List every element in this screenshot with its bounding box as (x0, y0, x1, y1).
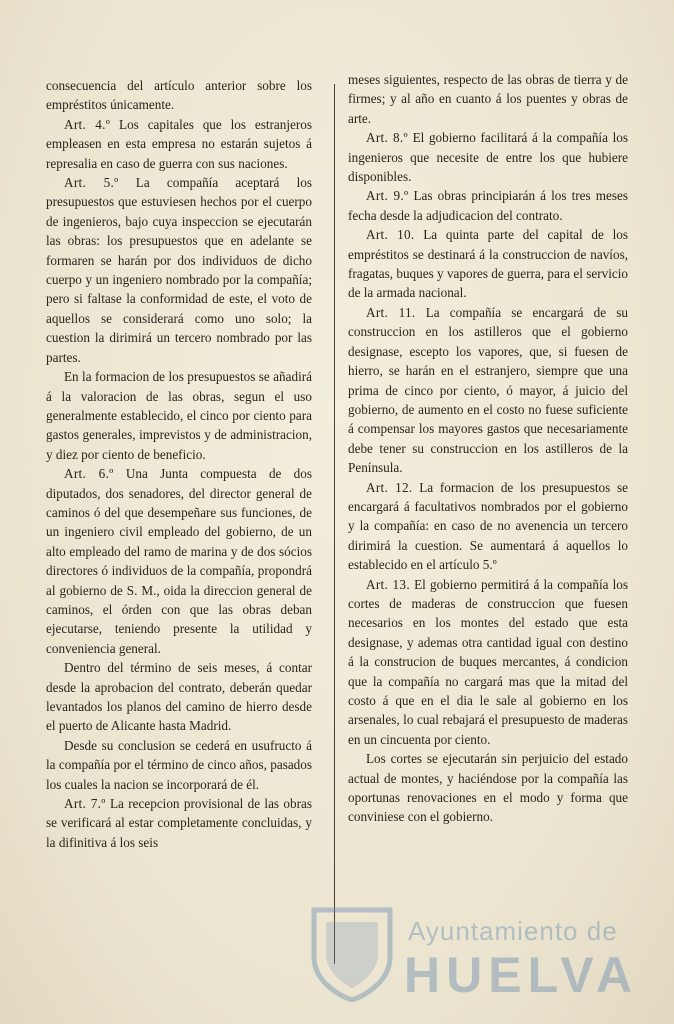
article-paragraph (46, 173, 312, 367)
article-paragraph (348, 225, 628, 303)
text-paragraph (348, 70, 628, 128)
right-text-column (348, 70, 628, 827)
article-label: Art. 8.º (366, 130, 408, 146)
article-label: Art. 13. (366, 576, 410, 592)
paragraph-text: Los capitales que los estranjeros empleasen en esta empresa no estarán sujetos á represalia en caso de guerra con sus naciones. (46, 116, 313, 171)
paragraph-text: consecuencia del artículo anterior sobre los empréstitos únicamente. (46, 78, 312, 113)
paragraph-text: La formacion de los presupuestos se encargará á facultativos nombrados por el gobierno y la compañía: en caso de no avenencia un tercero dirimirá la cuestion. Se aumentará á aquellos lo establecido en el artículo 5.º (348, 479, 628, 573)
paragraph-text: El gobierno facilitará á la compañía los ingenieros que necesite de entre los que hubiere disponibles. (348, 130, 628, 185)
text-paragraph (46, 76, 312, 115)
paragraph-text: Desde su conclusion se cederá en usufructo á la compañía por el término de cinco años, pasados los cuales la nacion se incorporará de él. (46, 737, 312, 792)
article-label: Art. 9.º (366, 188, 409, 204)
article-label: Art. 12. (366, 479, 413, 495)
paragraph-text: Dentro del término de seis meses, á contar desde la aprobacion del contrato, deberán quedar levantados los planos del camino de hierro desde el puerto de Alicante hasta Madrid. (46, 660, 312, 734)
paragraph-text: En la formacion de los presupuestos se añadirá á la valoracion de las obras, segun el uso generalmente establecido, el cinco por ciento para gastos generales, imprevistos y de administracion, y diez por ciento de beneficio. (46, 369, 312, 462)
text-paragraph (46, 736, 312, 794)
article-paragraph (348, 186, 628, 225)
paragraph-text: La recepcion provisional de las obras se verificará al estar completamente concluidas, y la difinitiva á los seis (46, 796, 312, 850)
column-divider (334, 84, 335, 964)
coat-of-arms-watermark-icon (304, 902, 400, 1002)
text-paragraph (348, 749, 628, 827)
paragraph-text: Las obras principiarán á los tres meses fecha desde la adjudicacion del contrato. (348, 188, 629, 223)
paragraph-text: Los cortes se ejecutarán sin perjuicio del estado actual de montes, y haciéndose por la compañía las oportunas renovaciones en el modo y forma que conviniese con el gobierno. (348, 751, 628, 825)
paragraph-text: Una Junta compuesta de dos diputados, dos senadores, del director general de caminos ó del que desempeñare sus funciones, de un ingeniero civil empleado del gobierno, de un alto empleado del ramo de marina y de dos sócios directores ó individuos de la compañía, propondrá al gobierno de S. M., oida la direccion general de caminos, el órden con que las obras deban ejecutarse, teniendo presente la utilidad y conveniencia general. (46, 466, 313, 656)
article-label: Art. 5.º (64, 175, 119, 191)
paragraph-text: La quinta parte del capital de los empréstitos se destinará á la construccion de navíos, fragatas, buques y vapores de guerra, para el servicio de la armada nacional. (348, 227, 628, 301)
article-label: Art. 7.º (64, 796, 106, 812)
article-label: Art. 11. (366, 304, 416, 320)
paragraph-text: La compañía se encargará de su construccion en los astilleros que el gobierno designase, escepto los vapores, que, si fuesen de hierro, se harán en el estranjero, siempre que una prima de cinco por ciento, ó mayor, á juicio del gobierno, de aumento en el costo no fuese suficiente á compensar los mayores gastos que necesariamente debe tener su construccion en los astilleros de la Península. (348, 304, 629, 476)
article-paragraph (348, 303, 628, 478)
article-label: Art. 6.º (64, 466, 114, 482)
paragraph-text: La compañía aceptará los presupuestos que estuviesen hechos por el cuerpo de ingenieros, bajo cuya inspeccion se ejecutarán las obras: los presupuestos que en adelante se formaren se harán por dos individuos de dicho cuerpo y un ingeniero nombrado por la compañía; pero si faltase la conformidad de este, el voto de aquellos se considerará como uno solo; la cuestion la dirimirá un tercero nombrado por las partes. (46, 175, 312, 365)
article-paragraph (348, 128, 628, 186)
article-paragraph (46, 794, 312, 852)
paragraph-text: meses siguientes, respecto de las obras de tierra y de firmes; y al año en cuanto á los puentes y obras de arte. (348, 72, 628, 126)
article-paragraph (348, 575, 628, 750)
text-paragraph (46, 367, 312, 464)
article-paragraph (46, 115, 312, 173)
watermark-line2: HUELVA (404, 947, 639, 1003)
article-label: Art. 4.º (64, 116, 111, 132)
article-paragraph (46, 464, 312, 658)
article-label: Art. 10. (366, 227, 415, 243)
watermark-line1: Ayuntamiento de (408, 916, 618, 946)
paragraph-text: El gobierno permitirá á la compañía los cortes de maderas de construccion que fuesen necesarios en los montes del estado que esta designase, y ademas otra cantidad igual con destino á la construcion de buques mercantes, á condicion que la compañía no cargará mas que la mitad del costo á que en el dia le sale al gobierno en los arsenales, lo cual rebajará el presupuesto de maderas en un cincuenta por ciento. (348, 576, 629, 747)
article-paragraph (348, 478, 628, 575)
text-paragraph (46, 658, 312, 736)
left-text-column (46, 76, 312, 852)
